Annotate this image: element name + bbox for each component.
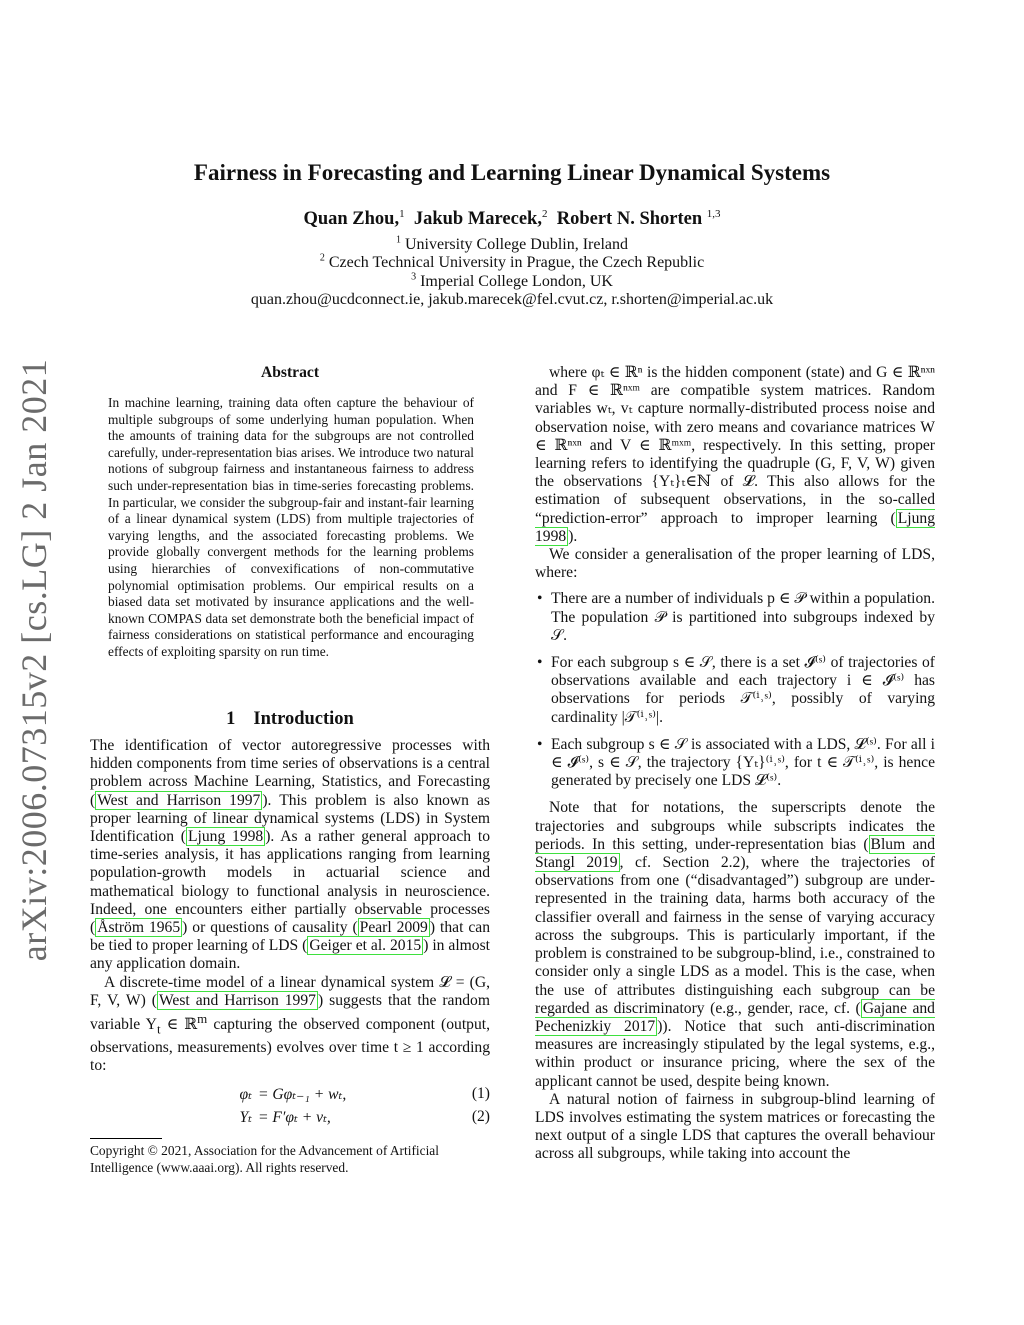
copyright-footnote: Copyright © 2021, Association for the Advancement of Artificial Intelligence (www.aaai.org). All rights reserved.: [90, 1143, 439, 1175]
abstract-heading: Abstract: [260, 364, 320, 381]
list-item: • Each subgroup s ∈ 𝒮 is associated with a LDS, 𝓛⁽ˢ⁾. For all i ∈ 𝓘⁽ˢ⁾, s ∈ 𝒮, the trajectory {Yₜ}⁽ⁱ˒ˢ⁾, for t ∈ 𝒯⁽ⁱ˒ˢ⁾, is hence generated by precisely one LDS 𝓛⁽ˢ⁾.: [537, 735, 935, 790]
citation-link[interactable]: Geiger et al. 2015: [309, 937, 422, 955]
citation-link[interactable]: Blum and Stangl 2019: [535, 835, 936, 872]
list-item: • For each subgroup s ∈ 𝒮, there is a set 𝓘⁽ˢ⁾ of trajectories of observations available and each trajectory i ∈ 𝓘⁽ˢ⁾ has observations for periods 𝒯⁽ⁱ˒ˢ⁾, possibly of varying cardinality |𝒯⁽ⁱ˒ˢ⁾|.: [537, 654, 935, 726]
arxiv-identifier: arXiv:2006.07315v2 [cs.LG] 2 Jan 2021: [14, 358, 54, 962]
paragraph: Note that for notations, the superscripts denote the trajectories and subgroups while subscripts indicates the periods. In this setting, under-representation bias ( Blum and Stangl 2019 , cf. Section 2.2), where the trajectories of observations from one (“disadvantaged”) subgroup are under-represented in the training data, harms both accuracy of the classifier overall and fairness in the sense of varying accuracy across the subgroups. This is particularly important, if the problem is constrained to be subgroup-blind, i.e., constrained to consider only a single LDS as a model. This is the case, when the use of attributes distinguishing each subgroup can be regarded as discriminatory (e.g., gender, race, cf. ( Gajane and Pechenizkiy 2017 )). Notice that such anti-discrimination measures are increasingly stipulated by the legal systems, e.g., within product or insurance pricing, where the sex of the applicant cannot be used, despite being known.: [535, 799, 936, 1090]
affiliations: [0, 236, 1024, 309]
paragraph: where φₜ ∈ ℝⁿ is the hidden component (state) and G ∈ ℝⁿˣⁿ and F ∈ ℝⁿˣᵐ are compatible system matrices. Random variables wₜ, vₜ capture normally-distributed process noise and observation noise, with zero means and covariance matrices W ∈ ℝⁿˣⁿ and V ∈ ℝᵐˣᵐ, respectively. In this setting, proper learning refers to identifying the quadruple (G, F, V, W) given the observations {Yₜ}ₜ∈ℕ of 𝓛. This also allows for the estimation of subsequent observations, in the so-called “prediction-error” approach to improper learning ( Ljung 1998 ).: [535, 364, 935, 545]
right-column-body: [535, 364, 935, 1164]
author-name: Robert N. Shorten: [556, 209, 703, 229]
equations: [90, 1085, 490, 1131]
citation-link[interactable]: West and Harrison 1997: [97, 791, 261, 809]
author-affil: 2: [541, 207, 548, 220]
author-affil: 1,3: [706, 207, 721, 220]
author-name: Quan Zhou,: [303, 209, 400, 229]
section-heading: 1 Introduction: [226, 709, 354, 729]
intro-body: [90, 737, 490, 1075]
affiliation: $^1$ University College Dublin, Ireland: [395, 234, 629, 253]
citation-link[interactable]: Ljung 1998: [535, 509, 935, 545]
author-affil: 1: [399, 207, 405, 220]
author-emails: quan.zhou@ucdconnect.ie, jakub.marecek@fel.cvut.cz, r.shorten@imperial.ac.uk: [250, 290, 774, 308]
abstract-body: In machine learning, training data often capture the behaviour of multiple subgroups of some underlying human population. When the amounts of training data for the subgroups are not controlled carefully, under-representation bias arises. We introduce two natural notions of subgroup fairness and instantaneous fairness to address such under-representation bias in time-series forecasting problems. In particular, we consider the subgroup-fair and instant-fair learning of a linear dynamical system (LDS) from multiple trajectories of varying lengths, and the associated forecasting problems. We provide globally convergent methods for the learning problems using hierarchies of convexifications of non-commutative polynomial optimisation problems. Our empirical results on a biased data set motivated by insurance applications and the well-known COMPAS data set demonstrate both the beneficial impact of fairness considerations on statistical performance and encouraging effects of exploiting sparsity on run time.: [108, 395, 474, 659]
arxiv-sidebar: [8, 360, 60, 960]
equation-number: (2): [471, 1108, 490, 1125]
citation-link[interactable]: Pearl 2009: [359, 919, 428, 937]
paper-title: Fairness in Forecasting and Learning Linear Dynamical Systems: [193, 160, 831, 185]
paragraph: We consider a generalisation of the proper learning of LDS, where:: [535, 546, 935, 582]
affiliation: $^3$ Imperial College London, UK: [411, 271, 613, 290]
bullet-list: [535, 590, 935, 790]
author-list: [0, 209, 1024, 230]
equation-number: (1): [471, 1085, 490, 1102]
affiliation: $^2$ Czech Technical University in Prague, the Czech Republic: [319, 252, 705, 272]
equation: Yₜ = F′φₜ + vₜ, (2): [239, 1108, 490, 1126]
equation: φₜ = Gφₜ₋₁ + wₜ, (1): [239, 1085, 490, 1103]
paragraph: A discrete-time model of a linear dynamical system 𝓛 = (G, F, V, W) ( West and Harrison 1997 ) suggests that the random variable $Y_t$ ∈ ℝ$^m$ capturing the observed component (output, observations, measurements) evolves over time t ≥ 1 according to:: [90, 973, 490, 1074]
citation-link[interactable]: West and Harrison 1997: [158, 991, 316, 1009]
paragraph: A natural notion of fairness in subgroup-blind learning of LDS involves estimating the system matrices or forecasting the next output of a single LDS that captures the overall behaviour across all subgroups, while taking into account the: [535, 1090, 935, 1163]
citation-link[interactable]: Ljung 1998: [188, 828, 264, 846]
citation-link[interactable]: Gajane and Pechenizkiy 2017: [535, 999, 935, 1035]
author-name: Jakub Marecek,: [413, 209, 542, 229]
footnote-rule: [90, 1138, 162, 1139]
list-item: • There are a number of individuals p ∈ 𝒫 within a population. The population 𝒫 is partitioned into subgroups indexed by 𝒮.: [537, 590, 935, 644]
citation-link[interactable]: Åström 1965: [97, 919, 181, 937]
paragraph: The identification of vector autoregressive processes with hidden components from time series of observations is a central problem across Machine Learning, Statistics, and Forecasting ( West and Harrison 1997 ). This problem is also known as proper learning of linear dynamical systems (LDS) in System Identification ( Ljung 1998 ). As a rather general approach to time-series analysis, it has applications ranging from learning population-growth models in actuarial science and mathematical biology to functional analysis in neuroscience. Indeed, one encounters either partially observable processes ( Åström 1965 ) or questions of causality ( Pearl 2009 ) that can be tied to proper learning of LDS ( Geiger et al. 2015 ) in almost any application domain.: [90, 737, 491, 973]
